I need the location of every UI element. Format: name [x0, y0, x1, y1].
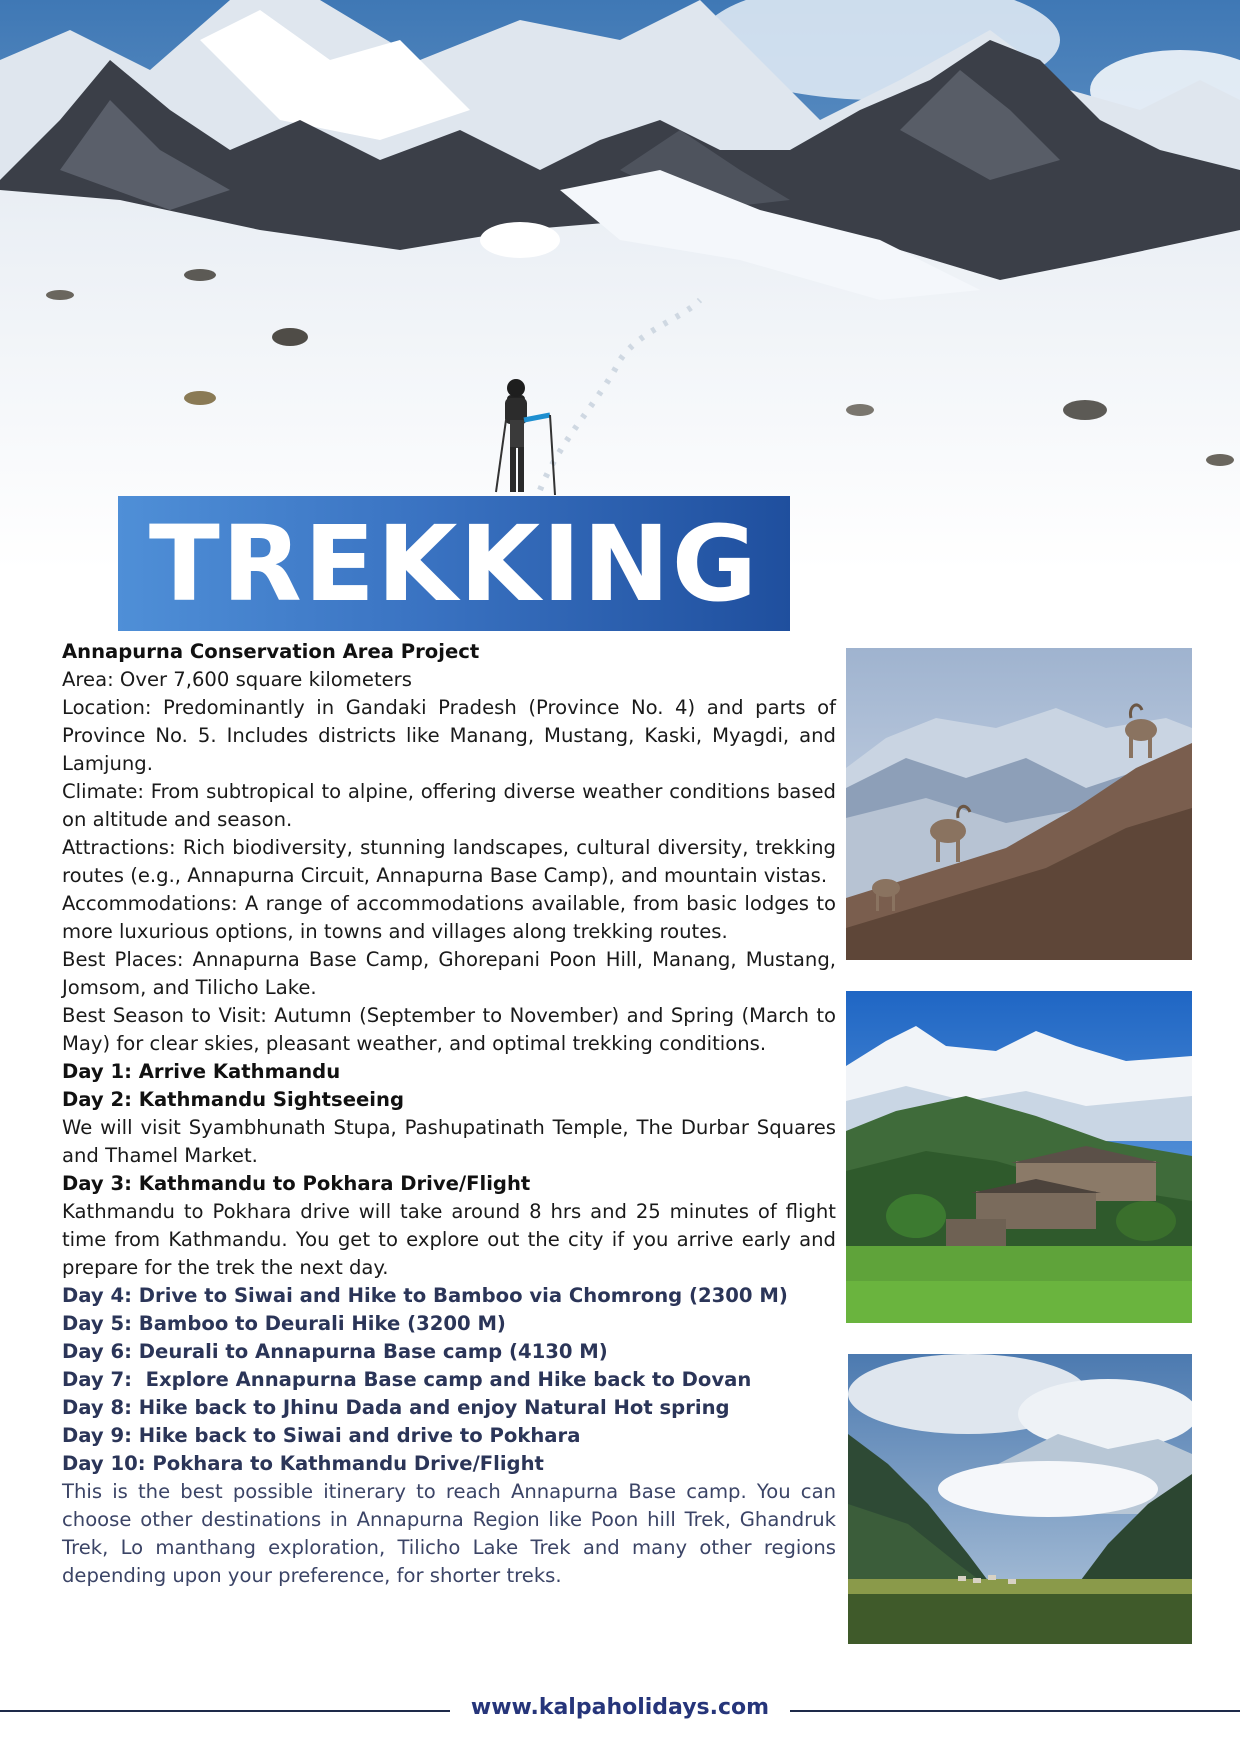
closing-note: This is the best possible itinerary to reach Annapurna Base camp. You can choose other destinations in Annapurna Region like Poon hill Trek, Ghandruk Trek, Lo manthang exploration, Tilicho Lake Trek and many other regions depending upon your preference, for shorter treks. [62, 1480, 836, 1587]
day-1-heading: Day 1: Arrive Kathmandu [62, 1060, 341, 1083]
footer [0, 1690, 1240, 1730]
footer-line-left [0, 1710, 450, 1712]
page-title: TREKKING [148, 502, 760, 625]
day-2-heading: Day 2: Kathmandu Sightseeing [62, 1088, 404, 1111]
day-9-heading: Day 9: Hike back to Siwai and drive to Pokhara [62, 1424, 581, 1447]
day-2-description: We will visit Syambhunath Stupa, Pashupatinath Temple, The Durbar Squares and Thamel Market. [62, 1116, 836, 1167]
main-content [62, 638, 836, 1590]
project-title: Annapurna Conservation Area Project [62, 640, 480, 663]
best-season-text: Best Season to Visit: Autumn (September to November) and Spring (March to May) for clear skies, pleasant weather, and optimal trekking conditions. [62, 1004, 836, 1055]
hero-image [0, 0, 1240, 570]
day-10-heading: Day 10: Pokhara to Kathmandu Drive/Flight [62, 1452, 544, 1475]
footer-line-right [790, 1710, 1240, 1712]
location-text: Location: Predominantly in Gandaki Pradesh (Province No. 4) and parts of Province No. 5. Includes districts like Manang, Mustang, Kaski, Myagdi, and Lamjung. [62, 696, 836, 775]
day-5-heading: Day 5: Bamboo to Deurali Hike (3200 M) [62, 1312, 506, 1335]
day-4-heading: Day 4: Drive to Siwai and Hike to Bamboo via Chomrong (2300 M) [62, 1284, 788, 1307]
village-mountain-image [846, 991, 1192, 1323]
day-3-heading: Day 3: Kathmandu to Pokhara Drive/Flight [62, 1172, 531, 1195]
attractions-text: Attractions: Rich biodiversity, stunning landscapes, cultural diversity, trekking routes (e.g., Annapurna Circuit, Annapurna Base Camp), and mountain vistas. [62, 836, 836, 887]
day-8-heading: Day 8: Hike back to Jhinu Dada and enjoy Natural Hot spring [62, 1396, 730, 1419]
climate-text: Climate: From subtropical to alpine, offering diverse weather conditions based on altitude and season. [62, 780, 836, 831]
title-banner [118, 496, 790, 631]
day-7-heading: Day 7: Explore Annapurna Base camp and Hike back to Dovan [62, 1368, 752, 1391]
valley-clouds-image [848, 1354, 1192, 1644]
best-places-text: Best Places: Annapurna Base Camp, Ghorepani Poon Hill, Manang, Mustang, Jomsom, and Tilicho Lake. [62, 948, 836, 999]
accommodations-text: Accommodations: A range of accommodations available, from basic lodges to more luxurious options, in towns and villages along trekking routes. [62, 892, 836, 943]
blue-sheep-image [846, 648, 1192, 960]
day-3-description: Kathmandu to Pokhara drive will take around 8 hrs and 25 minutes of flight time from Kathmandu. You get to explore out the city if you arrive early and prepare for the trek the next day. [62, 1200, 836, 1279]
day-6-heading: Day 6: Deurali to Annapurna Base camp (4130 M) [62, 1340, 608, 1363]
website-link[interactable]: www.kalpaholidays.com [470, 1695, 770, 1720]
area-text: Area: Over 7,600 square kilometers [62, 668, 412, 691]
